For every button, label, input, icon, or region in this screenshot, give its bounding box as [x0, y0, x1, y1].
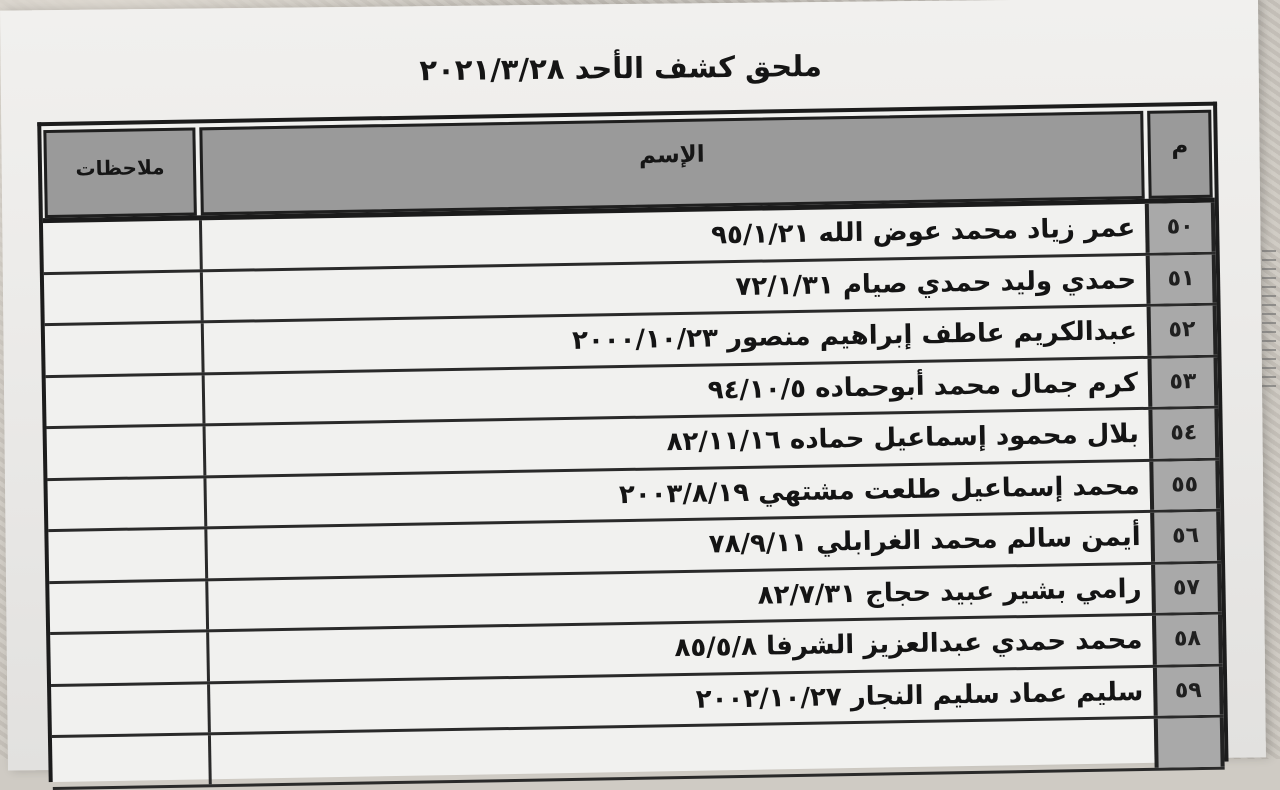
document-title: ملحق كشف الأحد ٢٠٢١/٣/٢٨: [419, 48, 823, 88]
row-notes: [51, 684, 208, 735]
column-header-name: الإسم: [199, 111, 1144, 215]
row-name: محمد إسماعيل طلعت مشتهي ٢٠٠٣/٨/١٩: [203, 461, 1150, 526]
row-name: حمدي وليد حمدي صيام ٧٢/١/٣١: [200, 255, 1147, 320]
names-table: [37, 102, 1228, 782]
row-notes: [45, 323, 202, 374]
row-notes: [49, 581, 206, 632]
row-notes: [47, 478, 204, 529]
row-notes: [46, 375, 203, 426]
row-name: كرم جمال محمد أبوحماده ٩٤/١٠/٥: [202, 358, 1149, 423]
row-notes: [50, 632, 207, 683]
row-name: عبدالكريم عاطف إبراهيم منصور ٢٠٠٠/١٠/٢٣: [201, 307, 1148, 372]
row-number: ٥٣: [1147, 357, 1218, 407]
row-notes: [43, 220, 200, 271]
row-notes: [44, 272, 201, 323]
column-header-notes: ملاحظات: [43, 127, 197, 218]
row-number: ٥١: [1146, 254, 1217, 304]
row-name: أيمن سالم محمد الغرابلي ٧٨/٩/١١: [204, 513, 1151, 578]
row-number: ٥٨: [1152, 615, 1223, 665]
table-body: [43, 203, 1225, 790]
row-notes-empty: [52, 735, 209, 786]
page-edge-marks: [1262, 250, 1276, 390]
row-name: عمر زياد محمد عوض الله ٩٥/١/٢١: [199, 204, 1146, 269]
column-header-number: م: [1147, 110, 1213, 199]
row-number: ٥٤: [1148, 409, 1219, 459]
row-name: محمد حمدي عبدالعزيز الشرفا ٨٥/٥/٨: [206, 616, 1153, 681]
row-number: ٥٧: [1151, 563, 1222, 613]
row-name: سليم عماد سليم النجار ٢٠٠٢/١٠/٢٧: [207, 667, 1154, 732]
row-number-empty: [1154, 718, 1225, 768]
row-name: رامي بشير عبيد حجاج ٨٢/٧/٣١: [205, 564, 1152, 629]
row-number: ٥٦: [1150, 512, 1221, 562]
row-name: بلال محمود إسماعيل حماده ٨٢/١١/١٦: [203, 410, 1150, 475]
row-number: ٥٩: [1153, 666, 1224, 716]
row-notes: [48, 529, 205, 580]
row-number: ٥٢: [1147, 306, 1218, 356]
row-number: ٥٥: [1149, 460, 1220, 510]
row-number: ٥٠: [1145, 203, 1216, 253]
row-notes: [47, 426, 204, 477]
